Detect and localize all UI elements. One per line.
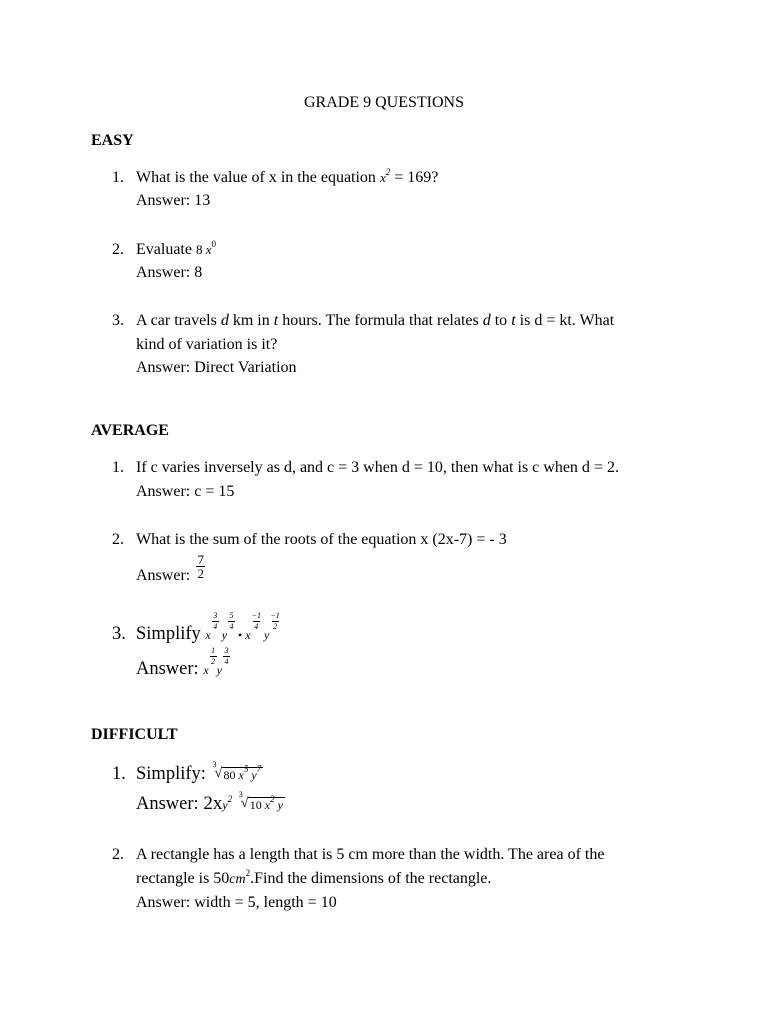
math-expression: x $\frac{1}{2}$ y $\frac{3}{4}$ bbox=[203, 646, 229, 677]
section-heading-easy: EASY bbox=[91, 132, 134, 149]
question-text: Evaluate 8 $x^0$ bbox=[136, 239, 216, 258]
answer-text: Answer: c = 15 bbox=[136, 483, 235, 500]
question-number: 3. bbox=[112, 312, 124, 329]
question-text: A car travels d km in t hours. The formula that relates d to t is d = kt. What bbox=[136, 312, 615, 329]
cube-root: 3 √ 80 $x^5$ $y^7$ bbox=[212, 760, 262, 782]
question-number: 1. bbox=[112, 764, 126, 784]
answer-text: Answer: $2xy^2$ 3 √ 10 $x^2$ y bbox=[136, 790, 283, 814]
question-text: If c varies inversely as d, and c = 3 when d = 10, then what is c when d = 2. bbox=[136, 459, 619, 476]
section-heading-difficult: DIFFICULT bbox=[91, 726, 178, 743]
question-number: 1. bbox=[112, 169, 124, 186]
answer-text: Answer: Direct Variation bbox=[136, 359, 297, 376]
math-expression: 8 $x^0$ bbox=[195, 239, 216, 257]
question-number: 1. bbox=[112, 459, 124, 476]
question-text-continued: kind of variation is it? bbox=[136, 336, 278, 353]
question-number: 3. bbox=[112, 624, 126, 644]
question-number: 2. bbox=[112, 531, 124, 548]
answer-text: Answer: 13 bbox=[136, 192, 211, 209]
question-text: Simplify: 3 √ 80 $x^5$ $y^7$ bbox=[136, 760, 262, 784]
question-text: What is the sum of the roots of the equation x (2x-7) = - 3 bbox=[136, 531, 507, 548]
cube-root: 3 √ 10 $x^2$ y bbox=[238, 790, 283, 812]
question-number: 2. bbox=[112, 241, 124, 258]
answer-text: Answer: width = 5, length = 10 bbox=[136, 894, 337, 911]
math-expression: $x^2$ bbox=[379, 167, 391, 185]
answer-text: Answer: $\frac{7}{2}$ bbox=[136, 552, 204, 585]
math-expression: x $\frac{3}{4}$ y $\frac{5}{4}$ • x $\frac{-1}{4}$ y $\frac{-1}{2}$ bbox=[205, 611, 280, 642]
question-text-continued: rectangle is $50cm^2.Find$ the dimensions of the rectangle. bbox=[136, 868, 492, 887]
section-heading-average: AVERAGE bbox=[91, 422, 169, 439]
question-text: What is the value of x in the equation $x^2 = 169$? bbox=[136, 167, 439, 186]
question-number: 2. bbox=[112, 846, 124, 863]
answer-text: Answer: x $\frac{1}{2}$ y $\frac{3}{4}$ bbox=[136, 646, 229, 679]
question-text: A rectangle has a length that is 5 cm more than the width. The area of the bbox=[136, 846, 605, 863]
answer-text: Answer: 8 bbox=[136, 264, 203, 281]
question-text: Simplify x $\frac{3}{4}$ y $\frac{5}{4}$ • x $\frac{-1}{4}$ y $\frac{-1}{2}$ bbox=[136, 611, 280, 644]
page-title: GRADE 9 QUESTIONS bbox=[304, 94, 464, 111]
fraction: $\frac{7}{2}$ bbox=[197, 552, 204, 581]
